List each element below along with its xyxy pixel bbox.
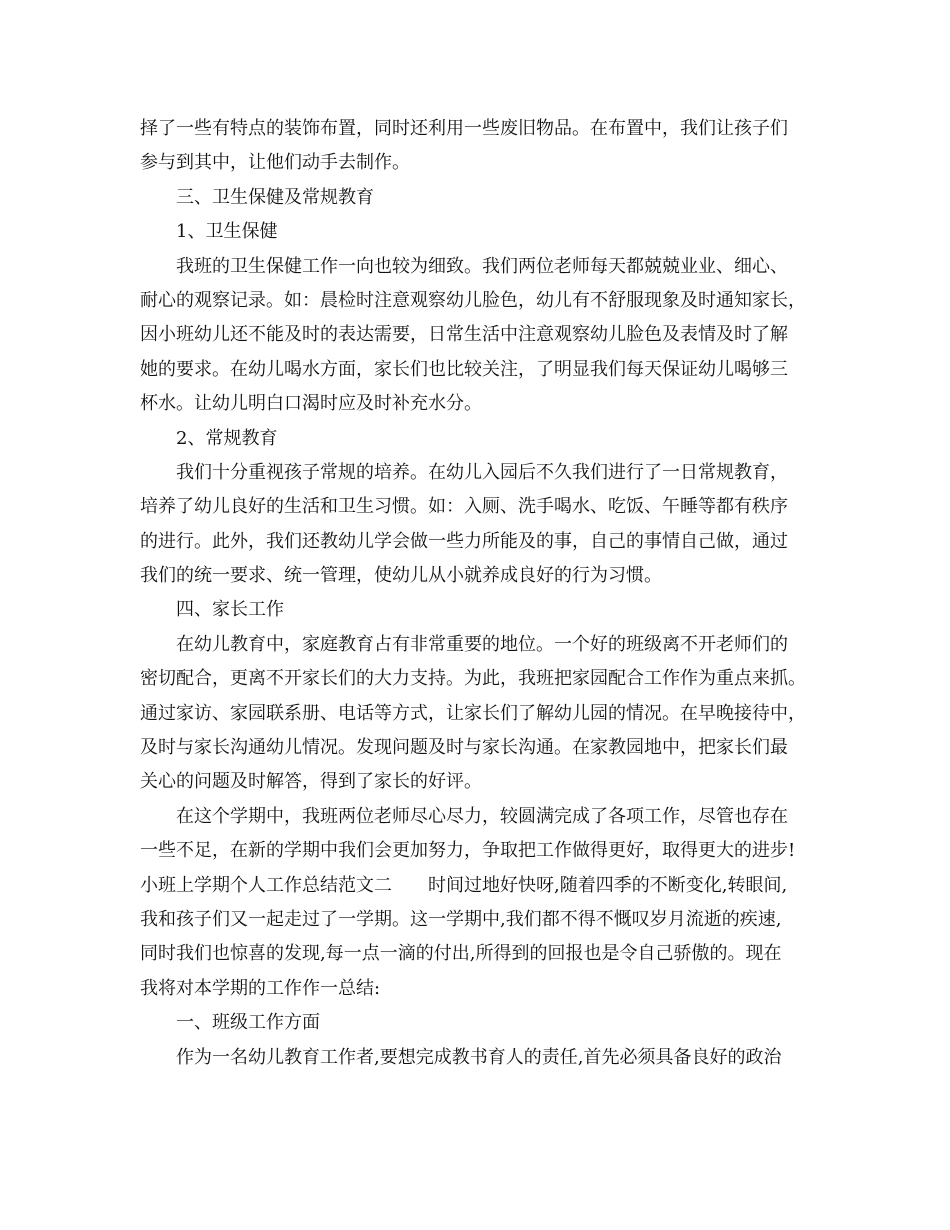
text-line-content: 培养了幼儿良好的生活和卫生习惯。如：入厕、洗手喝水、吃饭、午睡等都有秩序	[140, 496, 788, 518]
text-line-content: 关心的问题及时解答，得到了家长的好评。	[140, 771, 482, 793]
text-line-content: 杯水。让幼儿明白口渴时应及时补充水分。	[140, 393, 482, 415]
text-line	[140, 318, 820, 352]
text-line-content: 一些不足，在新的学期中我们会更加努力，争取把工作做得更好，取得更大的进步!	[140, 840, 796, 862]
text-line-content: 一、班级工作方面	[176, 1012, 320, 1034]
text-line-content: 及时与家长沟通幼儿情况。发现问题及时与家长沟通。在家教园地中，把家长们最	[140, 737, 788, 759]
text-line	[140, 490, 820, 524]
text-line	[140, 800, 820, 834]
text-line	[140, 146, 820, 180]
text-line	[140, 250, 820, 284]
text-line-content: 我班的卫生保健工作一向也较为细致。我们两位老师每天都兢兢业业、细心、	[176, 255, 788, 277]
text-line-content: 在这个学期中，我班两位老师尽心尽力，较圆满完成了各项工作，尽管也存在	[176, 805, 788, 827]
text-line	[140, 937, 820, 971]
text-line-content: 三、卫生保健及常规教育	[176, 186, 374, 208]
text-line	[140, 662, 820, 696]
text-line	[140, 834, 820, 868]
text-line-content: 在幼儿教育中，家庭教育占有非常重要的地位。一个好的班级离不开老师们的	[176, 633, 788, 655]
text-line-content: 四、家长工作	[176, 599, 284, 621]
text-line-content: 密切配合，更离不开家长们的大力支持。为此，我班把家园配合工作作为重点来抓。	[140, 668, 806, 690]
text-line	[140, 869, 820, 903]
text-line-content: 同时我们也惊喜的发现,每一点一滴的付出,所得到的回报也是令自己骄傲的。现在	[140, 943, 782, 965]
text-line	[140, 422, 820, 456]
text-line	[140, 525, 820, 559]
text-line	[140, 731, 820, 765]
text-line-content: 参与到其中，让他们动手去制作。	[140, 152, 410, 174]
text-line	[140, 972, 820, 1006]
text-line	[140, 628, 820, 662]
text-line	[140, 112, 820, 146]
text-line	[140, 215, 820, 249]
document-body	[140, 112, 820, 1075]
text-line-content: 择了一些有特点的装饰布置，同时还利用一些废旧物品。在布置中，我们让孩子们	[140, 118, 788, 139]
text-line	[140, 353, 820, 387]
text-line-content: 我将对本学期的工作作一总结:	[140, 977, 381, 999]
text-line-content: 因小班幼儿还不能及时的表达需要，日常生活中注意观察幼儿脸色及表情及时了解	[140, 324, 788, 346]
text-line	[140, 284, 820, 318]
text-line	[140, 387, 820, 421]
text-line	[140, 181, 820, 215]
text-line	[140, 1041, 820, 1075]
text-line	[140, 456, 820, 490]
text-line	[140, 559, 820, 593]
text-line-content: 1、卫生保健	[176, 221, 278, 243]
text-line-content: 小班上学期个人工作总结范文二	[140, 874, 392, 896]
text-line-content: 2、常规教育	[176, 427, 278, 449]
text-line-content: 我们十分重视孩子常规的培养。在幼儿入园后不久我们进行了一日常规教育，	[176, 461, 788, 483]
text-line-continuation: 时间过地好快呀,随着四季的不断变化,转眼间,	[428, 874, 788, 896]
text-line-content: 我们的统一要求、统一管理，使幼儿从小就养成良好的行为习惯。	[140, 565, 662, 587]
text-line	[140, 1006, 820, 1040]
text-line-content: 耐心的观察记录。如：晨检时注意观察幼儿脸色，幼儿有不舒服现象及时通知家长，	[140, 289, 806, 311]
text-line-content: 作为一名幼儿教育工作者,要想完成教书育人的责任,首先必须具备良好的政治	[176, 1046, 782, 1068]
text-line-content: 通过家访、家园联系册、电话等方式，让家长们了解幼儿园的情况。在早晚接待中，	[140, 702, 806, 724]
text-line-content: 我和孩子们又一起走过了一学期。这一学期中,我们都不得不慨叹岁月流逝的疾速,	[140, 908, 782, 930]
text-line	[140, 765, 820, 799]
text-line	[140, 593, 820, 627]
text-line	[140, 697, 820, 731]
text-line-content: 的进行。此外，我们还教幼儿学会做一些力所能及的事，自己的事情自己做，通过	[140, 530, 788, 552]
text-line-content: 她的要求。在幼儿喝水方面，家长们也比较关注，了明显我们每天保证幼儿喝够三	[140, 358, 788, 380]
text-line	[140, 903, 820, 937]
